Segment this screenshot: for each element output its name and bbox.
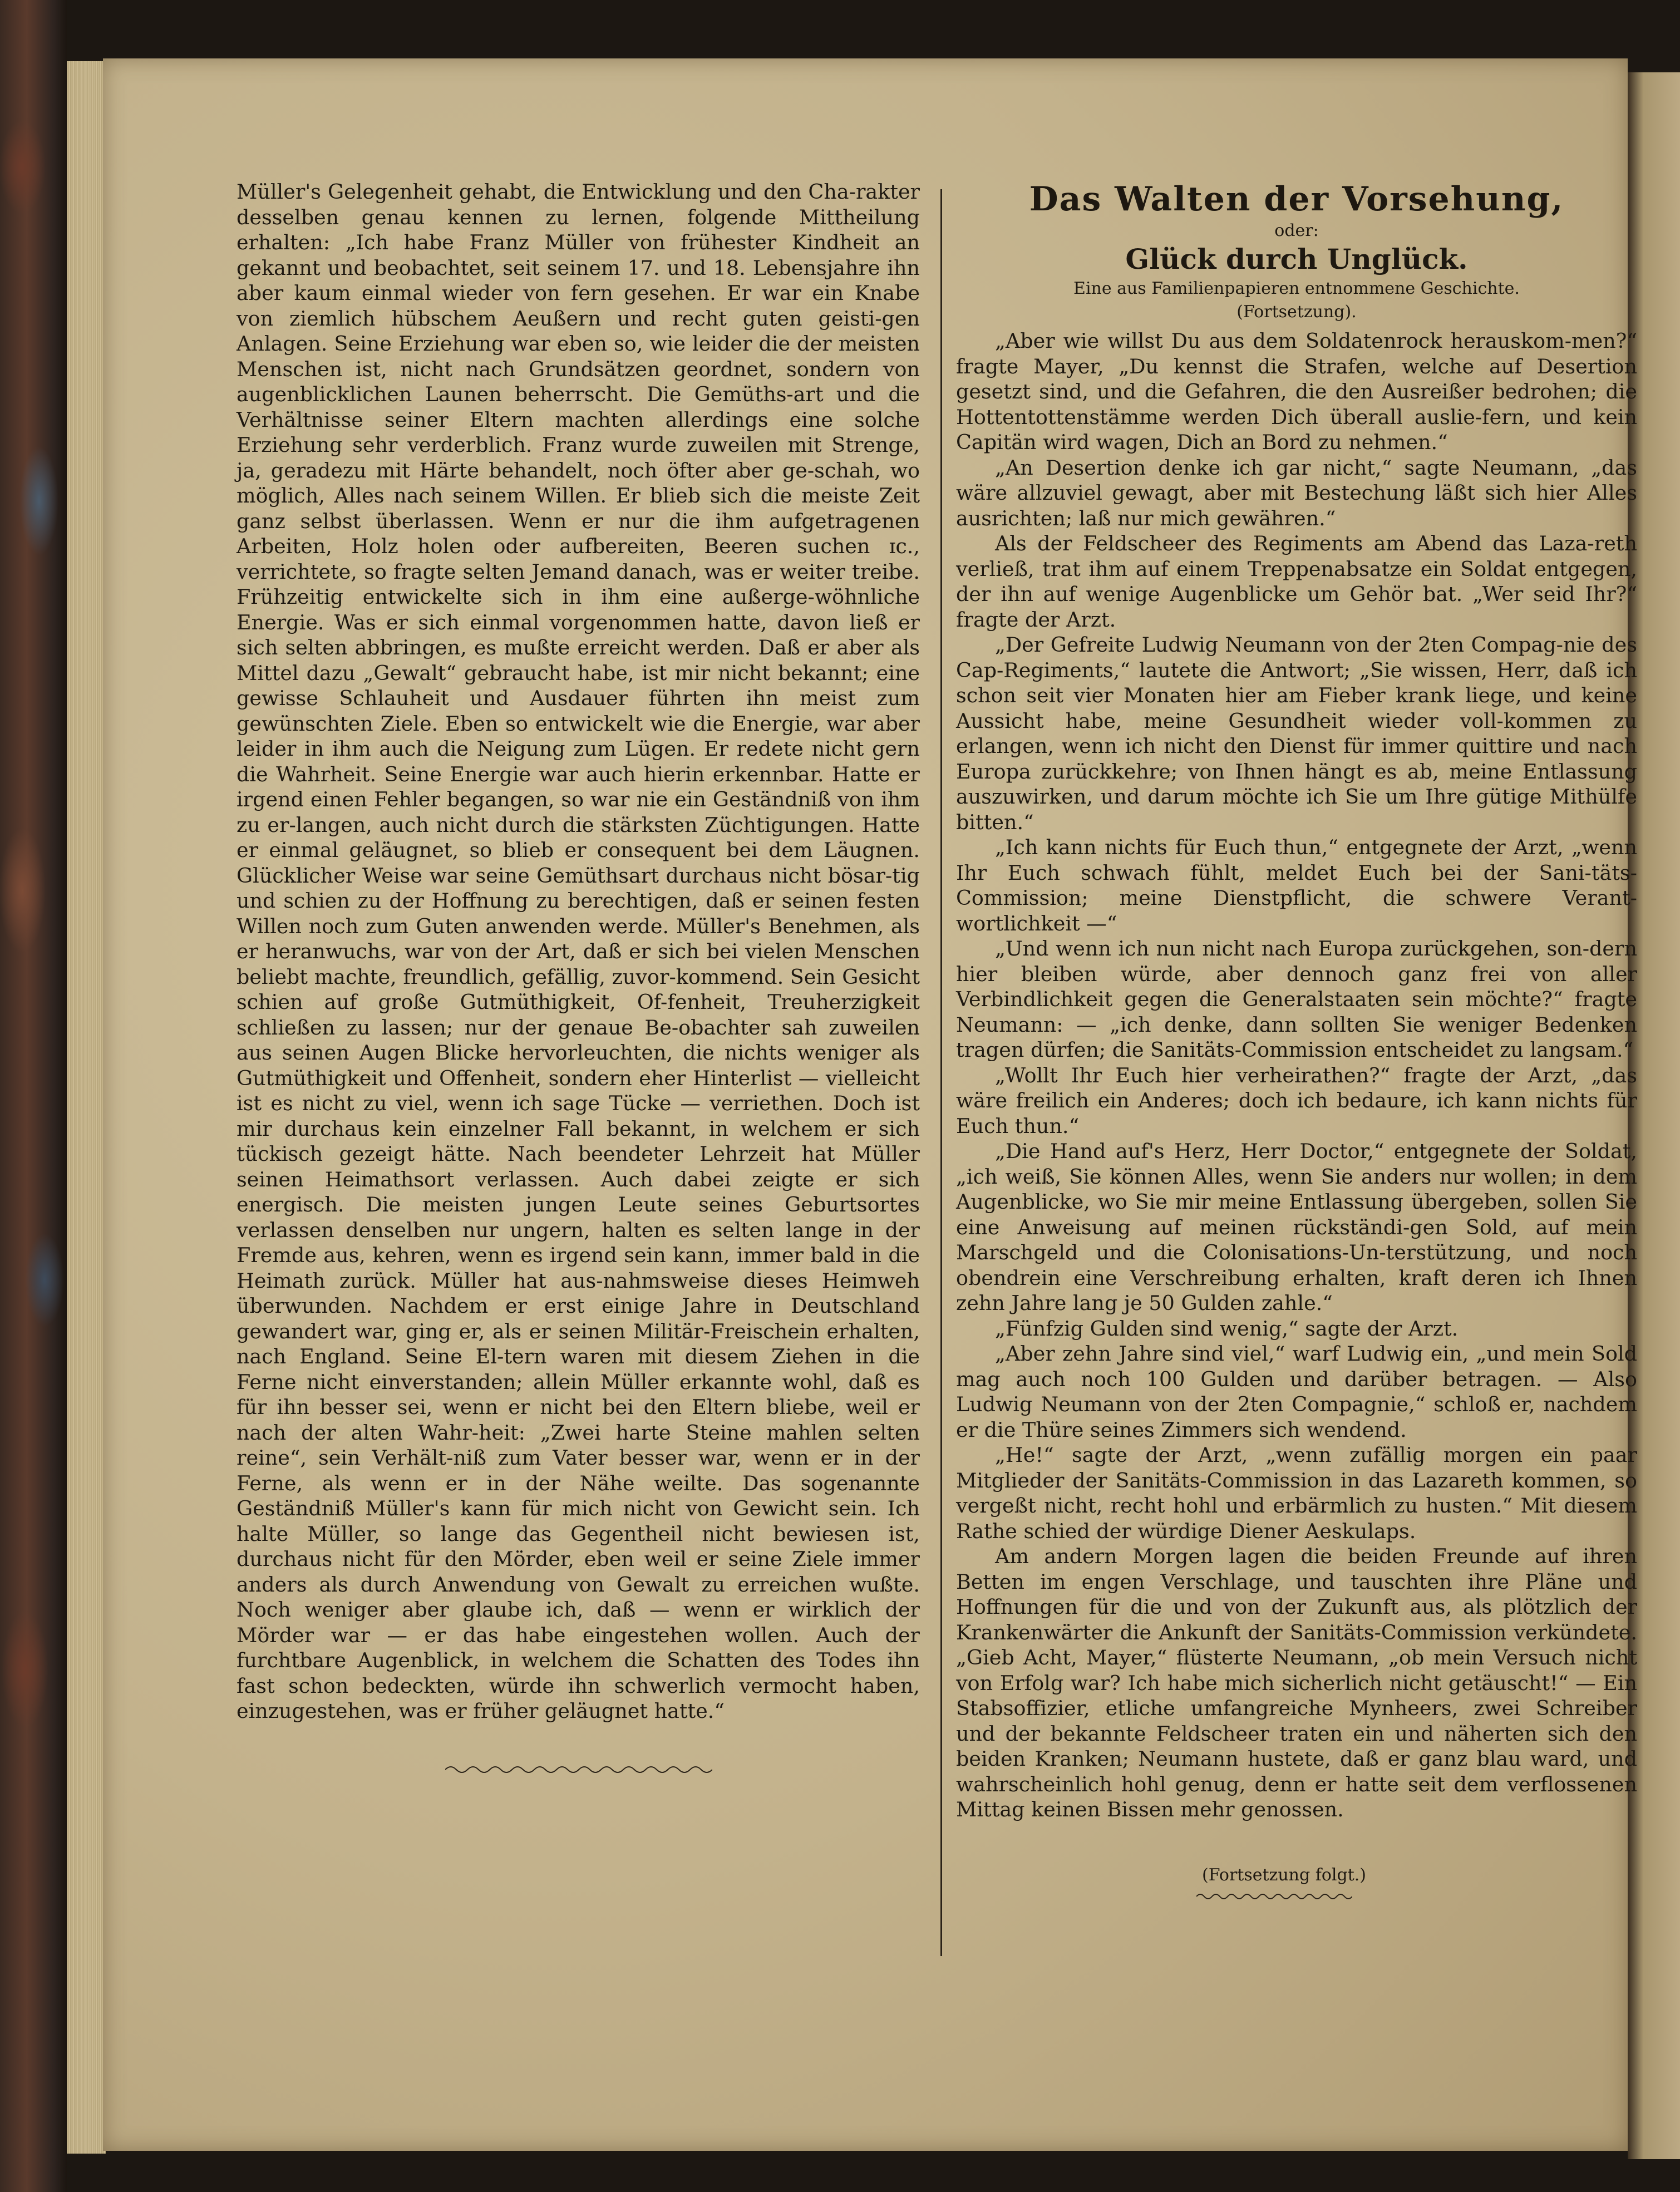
story-or: oder: [1274,221,1319,240]
right-column [956,328,1637,1822]
story-end-ornament [1196,1892,1352,1901]
story-paragraph: „Fünfzig Gulden sind wenig,“ sagte der Arzt. [995,1316,1459,1341]
story-source: Eine aus Familienpapieren entnommene Geschichte. [1073,279,1520,298]
column-divider [940,189,942,1956]
story-subtitle: Glück durch Unglück. [1125,243,1468,275]
story-paragraph: „He!“ sagte der Arzt, „wenn zufällig morgen ein paar Mitglieder der Sanitäts-Commission in das Lazareth kommen, so vergeßt nicht, recht hohl und erbärmlich zu husten.“ Mit diesem Rathe schied der würdige Diener Aeskulaps. [956,1443,1637,1543]
book-cover-marbled [0,0,67,2192]
section-end-ornament [445,1764,712,1775]
page-edges [67,61,106,2154]
left-column-text: Müller's Gelegenheit gehabt, die Entwicklung und den Cha-rakter desselben genau kennen zu lernen, folgende Mittheilung erhalten: „Ich habe Franz Müller von frühester Kindheit an gekannt und beobachtet, seit seinem 17. und 18. Lebensjahre ihn aber kaum einmal wieder von fern gesehen. Er war ein Knabe von ziemlich hübschem Aeußern und recht guten geisti-gen Anlagen. Seine Erziehung war eben so, wie leider die der meisten Menschen ist, nicht nach Grundsätzen geordnet, sondern von augenblicklichen Launen beherrscht. Die Gemüths-art und die Verhältnisse seiner Eltern machten allerdings eine solche Erziehung sehr verderblich. Franz wurde zuweilen mit Strenge, ja, geradezu mit Härte behandelt, noch öfter aber ge-schah, wo möglich, Alles nach seinem Willen. Er blieb sich die meiste Zeit ganz selbst überlassen. Wenn er nur die ihm aufgetragenen Arbeiten, Holz holen oder aufbereiten, Beeren suchen ɪc., verrichtete, so fragte selten Jemand danach, was er weiter treibe. Frühzeitig entwickelte sich in ihm eine außerge-wöhnliche Energie. Was er sich einmal vorgenommen hatte, davon ließ er sich selten abbringen, es mußte erreicht werden. Daß er aber als Mittel dazu „Gewalt“ gebraucht habe, ist mir nicht bekannt; eine gewisse Schlauheit und Ausdauer führten ihn meist zum gewünschten Ziele. Eben so entwickelt wie die Energie, war aber leider in ihm auch die Neigung zum Lügen. Er redete nicht gern die Wahrheit. Seine Energie war auch hierin erkennbar. Hatte er irgend einen Fehler begangen, so war nie ein Geständniß von ihm zu er-langen, auch nicht durch die stärksten Züchtigungen. Hatte er einmal geläugnet, so blieb er consequent bei dem Läugnen. Glücklicher Weise war seine Gemüthsart durchaus nicht bösar-tig und schien zu der Hoffnung zu berechtigen, daß er seinen festen Willen noch zum Guten anwenden werde. Müller's Benehmen, als er heranwuchs, war von der Art, daß er sich bei vielen Menschen beliebt machte, freundlich, gefällig, zuvor-kommend. Sein Gesicht schien auf große Gutmüthigkeit, Of-fenheit, Treuherzigkeit schließen zu lassen; nur der genaue Be-obachter sah zuweilen aus seinen Augen Blicke hervorleuchten, die nichts weniger als Gutmüthigkeit und Offenheit, sondern eher Hinterlist — vielleicht ist es nicht zu viel, wenn ich sage Tücke — verriethen. Doch ist mir durchaus kein einzelner Fall bekannt, in welchem er sich tückisch gezeigt hätte. Nach beendeter Lehrzeit hat Müller seinen Heimathsort verlassen. Auch dabei zeigte er sich energisch. Die meisten jungen Leute seines Geburtsortes verlassen denselben nur ungern, halten es selten lange in der Fremde aus, kehren, wenn es irgend sein kann, immer bald in die Heimath zurück. Müller hat aus-nahmsweise dieses Heimweh überwunden. Nachdem er erst einige Jahre in Deutschland gewandert war, ging er, als er seinen Militär-Freischein erhalten, nach England. Seine El-tern waren mit diesem Ziehen in die Ferne nicht einverstanden; allein Müller erkannte wohl, daß es für ihn besser sei, wenn er nicht bei den Eltern bliebe, weil er nach der alten Wahr-heit: „Zwei harte Steine mahlen selten reine“, sein Verhält-niß zum Vater besser war, wenn er in der Ferne, als wenn er in der Nähe weilte. Das sogenannte Geständniß Müller's kann für mich nicht von Gewicht sein. Ich halte Müller, so lange das Gegentheil nicht bewiesen ist, durchaus nicht für den Mörder, eben weil er seine Ziele immer anders als durch Anwendung von Gewalt zu erreichen wußte. Noch weniger aber glaube ich, daß — wenn er wirklich der Mörder war — er das habe eingestehen wollen. Auch der furchtbare Augenblick, in welchem die Schatten des Todes ihn fast schon bedeckten, würde ihn schwerlich vermocht haben, einzugestehen, was er früher geläugnet hatte.“ [237,180,920,1723]
continued-note: (Fortsetzung folgt.) [1202,1865,1366,1885]
story-paragraph: „Aber zehn Jahre sind viel,“ warf Ludwig ein, „und mein Sold mag auch noch 100 Gulden und darüber betragen. — Also Ludwig Neumann von der 2ten Compagnie,“ schloß er, nachdem er die Thüre seines Zimmers sich wendend. [956,1342,1637,1442]
story-paragraph: „Ich kann nichts für Euch thun,“ entgegnete der Arzt, „wenn Ihr Euch schwach fühlt, meldet Euch bei der Sani-täts-Commission; meine Dienstpflicht, die schwere Verant-wortlichkeit —“ [956,835,1637,935]
story-title: Das Walten der Vorsehung, [1029,180,1564,219]
story-header [956,179,1637,324]
left-column [237,179,920,1724]
story-paragraph: Als der Feldscheer des Regiments am Abend das Laza-reth verließ, trat ihm auf einem Treppenabsatze ein Soldat entgegen, der ihn auf wenige Augenblicke um Gehör bat. „Wer seid Ihr?“ fragte der Arzt. [956,531,1637,632]
story-paragraph: „Wollt Ihr Euch hier verheirathen?“ fragte der Arzt, „das wäre freilich ein Anderes; doch ich bedaure, ich kann nichts für Euch thun.“ [956,1063,1637,1138]
story-paragraph: „Der Gefreite Ludwig Neumann von der 2ten Compag-nie des Cap-Regiments,“ lautete die Antwort; „Sie wissen, Herr, daß ich schon seit vier Monaten hier am Fieber krank liege, und keine Aussicht habe, meine Gesundheit wieder voll-kommen zu erlangen, wenn ich nicht den Dienst für immer quittire und nach Europa zurückkehre; von Ihnen hängt es ab, meine Entlassung auszuwirken, und darum möchte ich Sie um Ihre gütige Mithülfe bitten.“ [956,633,1637,834]
story-paragraph: „Und wenn ich nun nicht nach Europa zurückgehen, son-dern hier bleiben würde, aber dennoch ganz frei von aller Verbindlichkeit gegen die Generalstaaten sein möchte?“ fragte Neumann: — „ich denke, dann sollten Sie weniger Bedenken tragen dürfen; die Sanitäts-Commission entscheidet zu langsam.“ [956,937,1637,1062]
story-paragraph: „Die Hand auf's Herz, Herr Doctor,“ entgegnete der Soldat, „ich weiß, Sie können Alles, wenn Sie anders nur wollen; in dem Augenblicke, wo Sie mir meine Entlassung übergeben, sollen Sie eine Anweisung auf meinen rückständi-gen Sold, auf mein Marschgeld und die Colonisations-Un-terstützung, und noch obendrein eine Verschreibung erhalten, kraft deren ich Ihnen zehn Jahre lang je 50 Gulden zahle.“ [956,1139,1637,1315]
story-paragraph: „An Desertion denke ich gar nicht,“ sagte Neumann, „das wäre allzuviel gewagt, aber mit Bestechung läßt sich hier Alles ausrichten; laß nur mich gewähren.“ [956,455,1637,530]
story-paragraph: „Aber wie willst Du aus dem Soldatenrock herauskom-men?“ fragte Mayer, „Du kennst die Strafen, welche auf Desertion gesetzt sind, und die Gefahren, die den Ausreißer bedrohen; die Hottentottenstämme werden Dich überall auslie-fern, und kein Capitän wird wagen, Dich an Bord zu nehmen.“ [956,329,1637,454]
story-continuation: (Fortsetzung). [1236,302,1357,322]
story-paragraph: Am andern Morgen lagen die beiden Freunde auf ihren Betten im engen Verschlage, und tauschten ihre Pläne und Hoffnungen für die und von der Zukunft aus, als plötzlich der Krankenwärter die Ankunft der Sanitäts-Commission verkündete. „Gieb Acht, Mayer,“ flüsterte Neumann, „ob mein Versuch nicht von Erfolg war? Ich habe mich sicherlich nicht getäuscht!“ — Ein Stabsoffizier, etliche umfangreiche Mynheers, zwei Schreiber und der bekannte Feldscheer traten ein und näherten sich den beiden Kranken; Neumann hustete, daß er ganz blau ward, und wahrscheinlich hohl genug, denn er hatte seit dem verflossenen Mittag keinen Bissen mehr genossen. [956,1544,1637,1821]
